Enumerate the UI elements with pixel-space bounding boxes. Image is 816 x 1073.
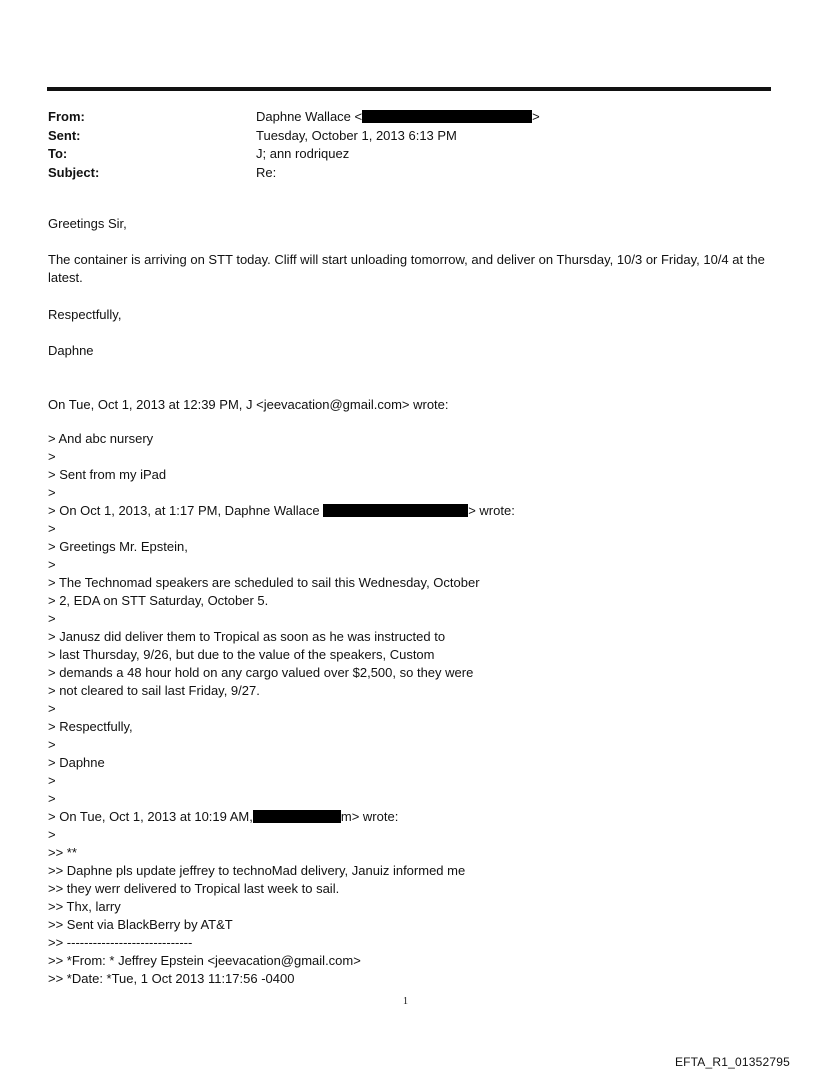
- to-label: To:: [48, 146, 68, 161]
- subject-row: [48, 164, 540, 183]
- quoted-line: >: [48, 773, 56, 788]
- sent-row: [48, 127, 540, 146]
- quoted-line-start: > On Tue, Oct 1, 2013 at 10:19 AM,: [48, 809, 253, 824]
- quoted-line: [48, 808, 788, 826]
- body-paragraph: The container is arriving on STT today. Cliff will start unloading tomorrow, and deliver on Thursday, 10/3 or Friday, 10/4 at the latest.: [48, 252, 765, 285]
- redaction-bar: [253, 810, 341, 823]
- quoted-line: >> -----------------------------: [48, 935, 193, 950]
- to-value: J; ann rodriquez: [256, 146, 350, 161]
- quoted-line-end: > wrote:: [468, 503, 515, 518]
- quoted-line: >> Thx, larry: [48, 899, 121, 914]
- closing: Respectfully,: [48, 307, 122, 322]
- quoted-line: >> Sent via BlackBerry by AT&T: [48, 917, 233, 932]
- quoted-line-end: m> wrote:: [340, 809, 399, 824]
- quoted-line: >: [48, 791, 56, 806]
- sent-value: Tuesday, October 1, 2013 6:13 PM: [256, 127, 457, 143]
- quoted-line: > The Technomad speakers are scheduled to sail this Wednesday, October: [48, 575, 480, 590]
- from-name: Daphne Wallace <: [256, 109, 363, 124]
- quoted-line: > Janusz did deliver them to Tropical as soon as he was instructed to: [48, 629, 446, 644]
- sent-label: Sent:: [48, 127, 81, 143]
- quoted-line: >> **: [48, 845, 77, 860]
- to-row: [48, 145, 540, 164]
- quoted-line-start: > On Oct 1, 2013, at 1:17 PM, Daphne Wallace: [48, 503, 324, 518]
- greeting: Greetings Sir,: [48, 216, 127, 231]
- quoted-line: > last Thursday, 9/26, but due to the value of the speakers, Custom: [48, 647, 435, 662]
- quoted-line: >: [48, 485, 56, 500]
- subject-label: Subject:: [48, 164, 100, 180]
- quoted-line: > Daphne: [48, 755, 105, 770]
- quoted-line: > 2, EDA on STT Saturday, October 5.: [48, 593, 269, 608]
- quoted-line: [48, 502, 788, 520]
- quoted-line: > And abc nursery: [48, 431, 154, 446]
- quoted-line: > Greetings Mr. Epstein,: [48, 539, 188, 554]
- quoted-thread: [48, 430, 788, 988]
- quoted-line: >: [48, 521, 56, 536]
- quoted-line: > not cleared to sail last Friday, 9/27.: [48, 683, 260, 698]
- email-header: [48, 108, 540, 182]
- subject-value: Re:: [256, 164, 277, 180]
- quoted-line: > Respectfully,: [48, 719, 133, 734]
- quoted-line: >> *From: * Jeffrey Epstein <jeevacation@gmail.com>: [48, 953, 361, 968]
- quoted-line: >: [48, 449, 56, 464]
- header-rule: [47, 87, 771, 91]
- from-row: [48, 108, 540, 127]
- quoted-line: >> Daphne pls update jeffrey to technoMad delivery, Januiz informed me: [48, 863, 466, 878]
- quote-intro: On Tue, Oct 1, 2013 at 12:39 PM, J <jeevacation@gmail.com> wrote:: [48, 397, 449, 412]
- quoted-line: >> *Date: *Tue, 1 Oct 2013 11:17:56 -0400: [48, 971, 295, 986]
- signature: Daphne: [48, 343, 94, 358]
- quoted-line: > Sent from my iPad: [48, 467, 167, 482]
- quoted-line: >: [48, 611, 56, 626]
- quoted-line: >: [48, 827, 56, 842]
- document-id-stamp: EFTA_R1_01352795: [674, 1055, 790, 1069]
- quoted-line: >: [48, 557, 56, 572]
- from-close: >: [532, 109, 540, 124]
- redaction-bar: [323, 504, 468, 517]
- quoted-line: > demands a 48 hour hold on any cargo valued over $2,500, so they were: [48, 665, 474, 680]
- redaction-bar: [362, 110, 532, 123]
- from-label: From:: [48, 109, 85, 124]
- quoted-line: >: [48, 737, 56, 752]
- quoted-line: >> they werr delivered to Tropical last week to sail.: [48, 881, 340, 896]
- page-number: 1: [403, 996, 408, 1007]
- quoted-line: >: [48, 701, 56, 716]
